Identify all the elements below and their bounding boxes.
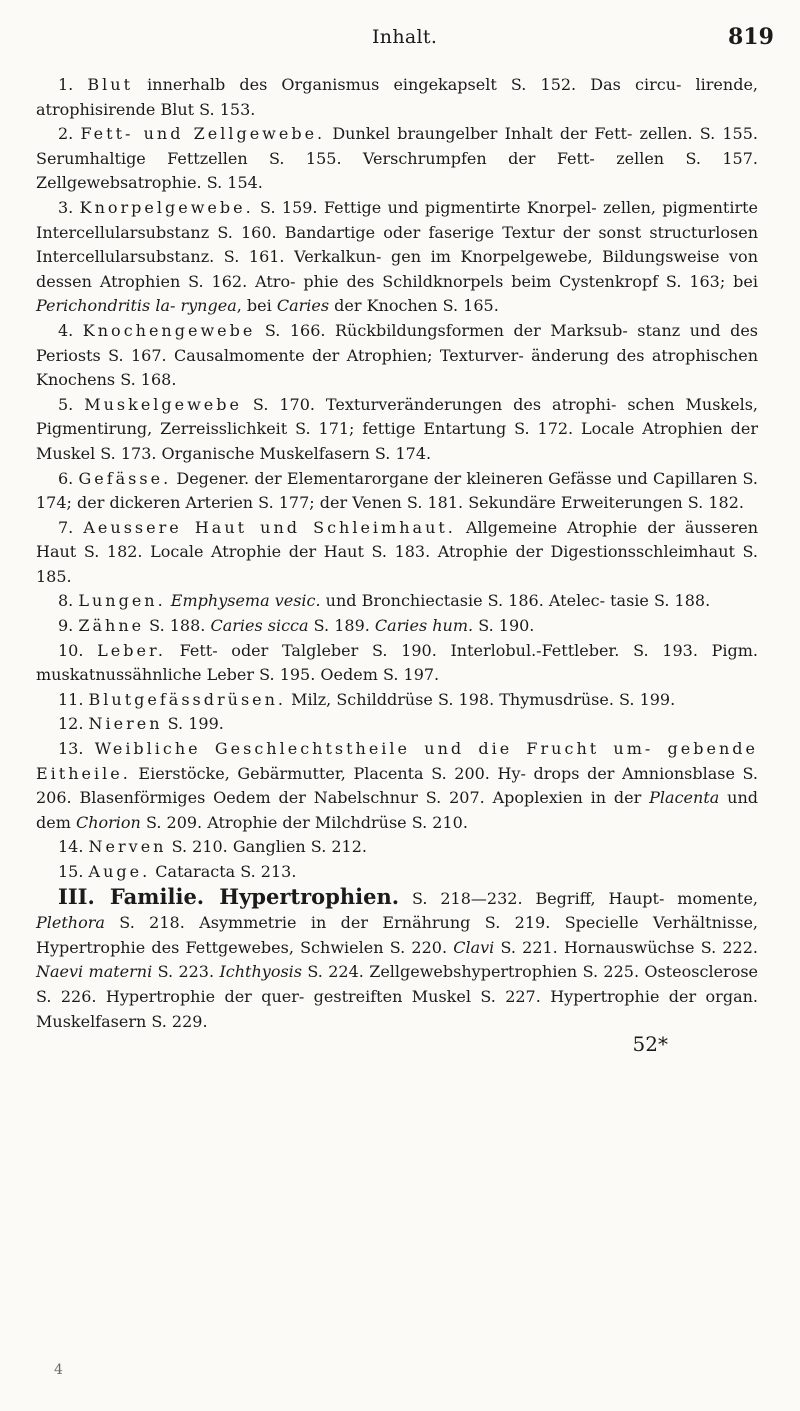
entry-term: Gefässe. bbox=[78, 468, 172, 488]
toc-entry-11: 11. Blutgefässdrüsen. Milz, Schilddrüse S. 198. Thymusdrüse. S. 199. bbox=[58, 689, 676, 709]
toc-entry-10: 10. Leber. Fett- oder Talgleber S. 190. Interlobul.-Fettleber. S. 193. Pigm. muskatnussähnliche Leber S. 195. Oedem S. 197. bbox=[36, 640, 758, 685]
toc-entry-2: 2. Fett- und Zellgewebe. Dunkel braungelber Inhalt der Fett- zellen. S. 155. Serumhaltige Fettzellen S. 155. Verschrumpfen der Fett- zellen S. 157. Zellgewebsatrophie. S. 154. bbox=[36, 124, 758, 193]
toc-entry-3: 3. Knorpelgewebe. S. 159. Fettige und pigmentirte Knorpel- zellen, pigmentirte Intercellularsubstanz S. 160. Bandartige oder faserige Textur der sonst structurlosen Intercellularsubstanz. S. 161. Verkalkun- gen im Knorpelgewebe, Bildungsweise von dessen Atrophien S. 162. Atro- phie des Schildknorpels beim Cystenkropf S. 163; bei Perichondritis la- ryngea, bei Caries der Knochen S. 165. bbox=[36, 197, 758, 316]
toc-entry-13: 13. Weibliche Geschlechtstheile und die Frucht um- gebende Eitheile. Eierstöcke, Gebärmutter, Placenta S. 200. Hy- drops der Amnionsblase S. 206. Blasenförmiges Oedem der Nabelschnur S. 207. Apoplexien in der Placenta und dem Chorion S. 209. Atrophie der Milchdrüse S. 210. bbox=[36, 739, 759, 832]
toc-entry-12: 12. Nieren S. 199. bbox=[58, 714, 224, 734]
signature-mark: 52* bbox=[632, 1032, 668, 1057]
toc-entry-8: 8. Lungen. Emphysema vesic. und Bronchiectasie S. 186. Atelec- tasie S. 188. bbox=[58, 591, 711, 611]
entry-term: Auge. bbox=[88, 862, 151, 881]
entry-term: Nerven bbox=[88, 837, 167, 857]
toc-body bbox=[36, 73, 758, 1057]
running-head-title: Inhalt. bbox=[372, 26, 438, 48]
toc-entry-7: 7. Aeussere Haut und Schleimhaut. Allgemeine Atrophie der äusseren Haut S. 182. Locale Atrophie der Haut S. 183. Atrophie der Digestionsschleimhaut S. 185. bbox=[36, 517, 758, 586]
entry-term: Lungen. bbox=[78, 591, 166, 611]
entry-term: Blutgefässdrüsen. bbox=[88, 689, 287, 709]
toc-entry-9: 9. Zähne S. 188. Caries sicca S. 189. Caries hum. S. 190. bbox=[58, 616, 535, 636]
toc-entry-4: 4. Knochengewebe S. 166. Rückbildungsformen der Marksub- stanz und des Periosts S. 167. Causalmomente der Atrophien; Texturver- änderung des atrophischen Knochens S. 168. bbox=[36, 320, 759, 390]
toc-entry-6: 6. Gefässe. Degener. der Elementarorgane der kleineren Gefässe und Capillaren S. 174; der dickeren Arterien S. 177; der Venen S. 181. Sekundäre Erweiterungen S. 182. bbox=[36, 468, 758, 513]
entry-term: Aeussere Haut und Schleimhaut. bbox=[83, 517, 456, 537]
entry-term: Blut bbox=[87, 75, 134, 94]
entry-term: Zähne bbox=[78, 616, 145, 636]
entry-term: Muskelgewebe bbox=[84, 394, 242, 414]
entry-term: Nieren bbox=[88, 714, 163, 734]
toc-entry-14: 14. Nerven S. 210. Ganglien S. 212. bbox=[58, 837, 367, 857]
toc-entry-15: 15. Auge. Cataracta S. 213. bbox=[58, 862, 297, 881]
chapter-entry-hypertrophien: III. Familie. Hypertrophien. S. 218—232. Begriff, Haupt- momente, Plethora S. 218. Asymmetrie in der Ernährung S. 219. Specielle Verhältnisse, Hypertrophie des Fettgewebes, Schwielen S. 220. Clavi S. 221. Hornauswüchse S. 222. Naevi materni S. 223. Ichthyosis S. 224. Zellgewebshypertrophien S. 225. Osteosclerose S. 226. Hypertrophie der quer- gestreiften Muskel S. 227. Hypertrophie der organ. Muskelfasern S. 229. bbox=[36, 883, 759, 1031]
entry-term: Leber. bbox=[97, 640, 166, 660]
footer-mark: 4 bbox=[54, 1362, 63, 1378]
toc-entry-1: 1. Blut innerhalb des Organismus eingekapselt S. 152. Das circu- lirende, atrophisirende Blut S. 153. bbox=[36, 75, 758, 119]
entry-term: Knochengewebe bbox=[82, 320, 256, 340]
page-number: 819 bbox=[728, 24, 774, 50]
chapter-title: III. Familie. Hypertrophien. bbox=[58, 883, 400, 909]
entry-term: Knorpelgewebe. bbox=[79, 197, 254, 217]
entry-term: Fett- und Zellgewebe. bbox=[80, 124, 326, 144]
entry-term: Weibliche Geschlechtstheile und die Frucht um- gebende Eitheile. bbox=[36, 739, 758, 783]
toc-entry-5: 5. Muskelgewebe S. 170. Texturveränderungen des atrophi- schen Muskels, Pigmentirung, Zerreisslichkeit S. 171; fettige Entartung S. 172. Locale Atrophien der Muskel S. 173. Organische Muskelfasern S. 174. bbox=[36, 394, 758, 463]
